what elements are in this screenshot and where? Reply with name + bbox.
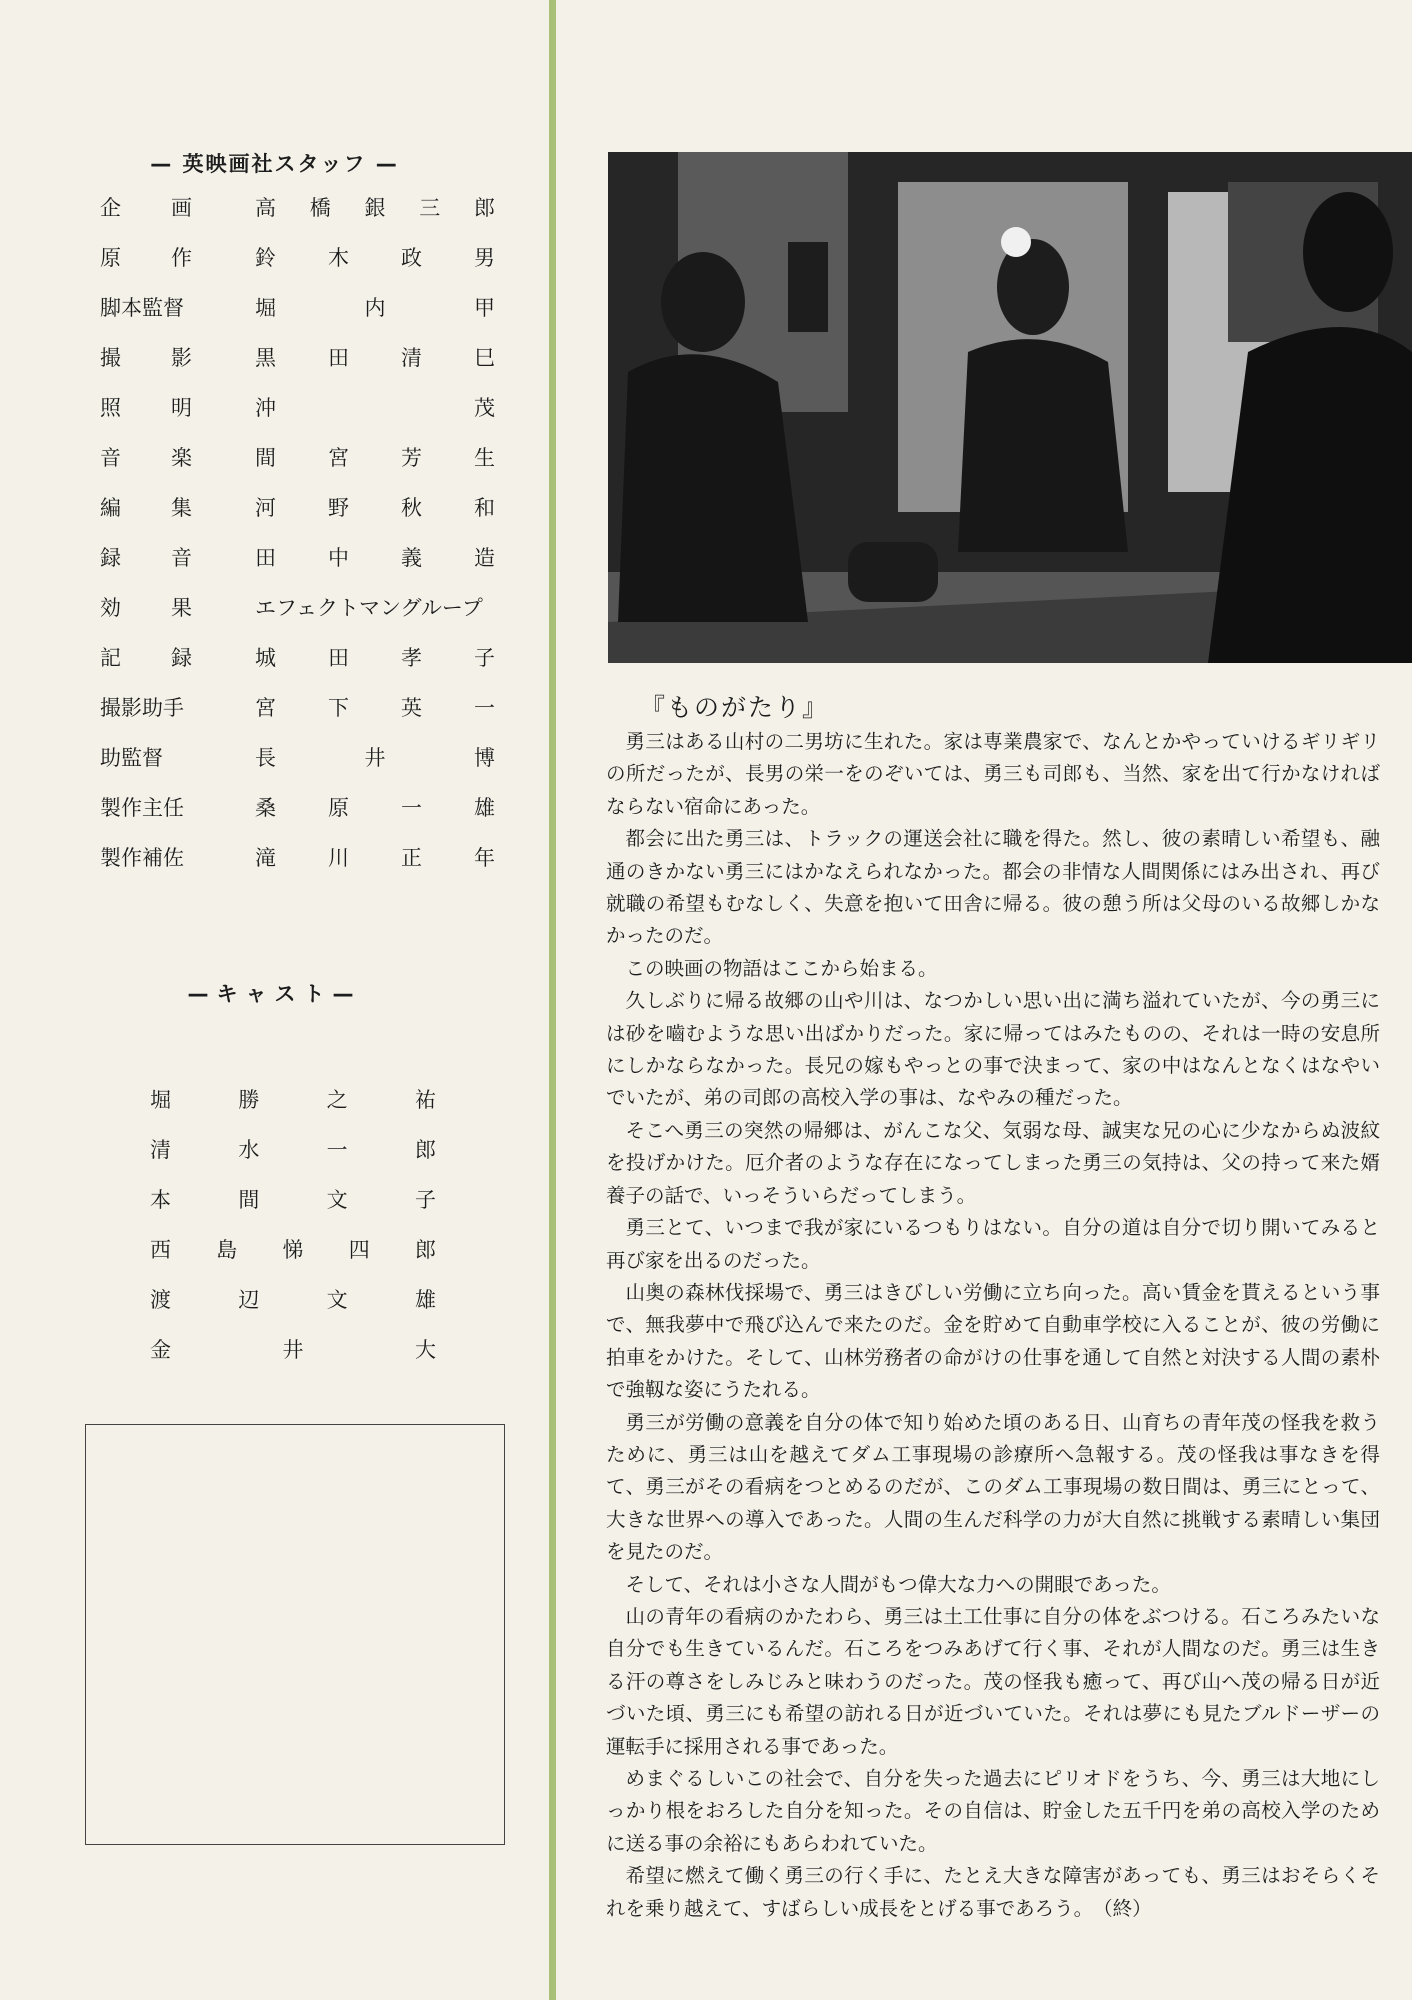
staff-row bbox=[100, 842, 495, 892]
staff-name-char: 田 bbox=[328, 646, 349, 670]
staff-role-char: 影 bbox=[171, 346, 192, 370]
staff-name-char: 郎 bbox=[474, 196, 495, 220]
staff-role bbox=[100, 442, 192, 472]
cast-list bbox=[150, 1084, 436, 1384]
staff-name-char: 孝 bbox=[401, 646, 422, 670]
staff-name-char: 造 bbox=[474, 546, 495, 570]
staff-row bbox=[100, 192, 495, 242]
staff-name-char: 原 bbox=[328, 796, 349, 820]
staff-name bbox=[255, 692, 495, 722]
staff-role-char: 作 bbox=[171, 246, 192, 270]
staff-role-char: 企 bbox=[100, 196, 121, 220]
story-paragraph: そして、それは小さな人間がもつ偉大な力への開眼であった。 bbox=[625, 1572, 1171, 1596]
cast-name-char: 清 bbox=[150, 1138, 171, 1162]
staff-row bbox=[100, 792, 495, 842]
staff-role bbox=[100, 342, 192, 372]
staff-role bbox=[100, 392, 192, 422]
staff-name-char: 銀 bbox=[364, 196, 386, 220]
staff-name-char: 義 bbox=[401, 546, 422, 570]
staff-row bbox=[100, 442, 495, 492]
film-still-photo bbox=[608, 152, 1412, 663]
staff-name-char: 鈴 bbox=[255, 246, 276, 270]
staff-name bbox=[255, 792, 495, 822]
staff-heading: — 英映画社スタッフ — bbox=[150, 152, 399, 176]
story-body bbox=[606, 726, 1380, 1925]
staff-name bbox=[255, 392, 495, 422]
cast-name-char: 之 bbox=[326, 1088, 348, 1112]
staff-role-char: 製作補佐 bbox=[100, 846, 184, 870]
cast-name-char: 堀 bbox=[150, 1088, 171, 1112]
staff-role-char: 楽 bbox=[171, 446, 192, 470]
staff-name-char: 政 bbox=[401, 246, 422, 270]
staff-name-char: 滝 bbox=[255, 846, 276, 870]
staff-name-char: 雄 bbox=[474, 796, 495, 820]
staff-role-char: 画 bbox=[171, 196, 192, 220]
staff-name bbox=[255, 492, 495, 522]
staff-name-char: 桑 bbox=[255, 796, 276, 820]
staff-name-char: 年 bbox=[474, 846, 495, 870]
staff-role-char: 録 bbox=[100, 546, 121, 570]
staff-name-char: 河 bbox=[255, 496, 276, 520]
staff-name-char: 一 bbox=[401, 796, 422, 820]
cast-row bbox=[150, 1234, 436, 1284]
story-paragraph: この映画の物語はここから始まる。 bbox=[625, 956, 938, 980]
staff-name-char: 堀 bbox=[255, 296, 276, 320]
staff-role-char: 製作主任 bbox=[100, 796, 184, 820]
cast-name-char: 文 bbox=[326, 1188, 348, 1212]
cast-name-char: 島 bbox=[216, 1238, 238, 1262]
staff-role-char: 果 bbox=[171, 596, 192, 620]
staff-name-char: 田 bbox=[328, 346, 349, 370]
cast-name-char: 大 bbox=[415, 1338, 436, 1362]
staff-role bbox=[100, 492, 192, 522]
story-paragraph: めまぐるしいこの社会で、自分を失った過去にピリオドをうち、今、勇三は大地にしっかり根をおろした自分を知った。その自信は、貯金した五千円を弟の高校入学のために送る事の余裕にもあらわれていた。 bbox=[606, 1767, 1380, 1855]
story-paragraph: 久しぶりに帰る故郷の山や川は、なつかしい思い出に満ち溢れていたが、今の勇三には砂を嚙むような思い出ばかりだった。家に帰ってはみたものの、それは一時の安息所にしかならなかった。長兄の嫁もやっとの事で決まって、家の中はなんとなくはなやいでいたが、弟の司郎の高校入学の事は、なやみの種だった。 bbox=[606, 989, 1380, 1110]
staff-role bbox=[100, 292, 192, 322]
cast-heading: —キャスト— bbox=[187, 982, 362, 1006]
staff-row bbox=[100, 692, 495, 742]
staff-name bbox=[255, 292, 495, 322]
staff-name bbox=[255, 342, 495, 372]
staff-name-char: 高 bbox=[255, 196, 276, 220]
staff-role bbox=[100, 642, 192, 672]
staff-name-char: 中 bbox=[328, 546, 349, 570]
staff-row bbox=[100, 242, 495, 292]
staff-role bbox=[100, 692, 192, 722]
film-still-illustration bbox=[608, 152, 1412, 663]
cast-name-char: 金 bbox=[150, 1338, 171, 1362]
staff-name-char: 子 bbox=[474, 646, 495, 670]
staff-name-char: 正 bbox=[401, 846, 422, 870]
staff-row bbox=[100, 592, 495, 642]
cast-row bbox=[150, 1334, 436, 1384]
story-paragraph: 希望に燃えて働く勇三の行く手に、たとえ大きな障害があっても、勇三はおそらくそれを乗り越えて、すばらしい成長をとげる事であろう。 （終） bbox=[606, 1864, 1380, 1920]
staff-name-char: 三 bbox=[419, 196, 441, 220]
cast-row bbox=[150, 1084, 436, 1134]
staff-name-char: 木 bbox=[328, 246, 349, 270]
staff-role-char: 音 bbox=[100, 446, 121, 470]
staff-name-char: 黒 bbox=[255, 346, 276, 370]
cast-name-char: 子 bbox=[414, 1188, 436, 1212]
cast-name-char: 渡 bbox=[150, 1288, 171, 1312]
story-paragraph: 都会に出た勇三は、トラックの運送会社に職を得た。然し、彼の素晴しい希望も、融通のきかない勇三にはかなえられなかった。都会の非情な人間関係にはみ出され、再び就職の希望もむなしく、失意を抱いて田舎に帰る。彼の憩う所は父母のいる故郷しかなかったのだ。 bbox=[606, 827, 1380, 948]
staff-row bbox=[100, 542, 495, 592]
staff-name-char: 一 bbox=[474, 696, 495, 720]
staff-name-char: 沖 bbox=[255, 396, 276, 420]
staff-row bbox=[100, 642, 495, 692]
cast-name-char: 悌 bbox=[282, 1238, 304, 1262]
cast-name-char: 四 bbox=[348, 1238, 370, 1262]
story-title: 『ものがたり』 bbox=[640, 693, 830, 722]
staff-name-char: 男 bbox=[474, 246, 495, 270]
cast-name-char: 一 bbox=[326, 1138, 348, 1162]
cast-name-char: 郎 bbox=[414, 1138, 436, 1162]
staff-row bbox=[100, 742, 495, 792]
staff-name bbox=[255, 192, 495, 222]
staff-name-char: 間 bbox=[255, 446, 276, 470]
cast-name-char: 井 bbox=[282, 1338, 304, 1362]
staff-name bbox=[255, 742, 495, 772]
staff-name-char: 芳 bbox=[401, 446, 422, 470]
cast-name-char: 西 bbox=[150, 1238, 171, 1262]
staff-name-char: 生 bbox=[474, 446, 495, 470]
staff-name-char: 宮 bbox=[328, 446, 349, 470]
cast-name-char: 郎 bbox=[415, 1238, 436, 1262]
staff-name-char: 内 bbox=[364, 296, 386, 320]
staff-name-char: 清 bbox=[401, 346, 422, 370]
staff-name-char: 博 bbox=[474, 746, 495, 770]
staff-role bbox=[100, 192, 192, 222]
staff-role-char: 原 bbox=[100, 246, 121, 270]
cast-row bbox=[150, 1134, 436, 1184]
staff-role-char: 録 bbox=[171, 646, 192, 670]
cast-row bbox=[150, 1284, 436, 1334]
staff-role-char: 音 bbox=[171, 546, 192, 570]
cast-name-char: 本 bbox=[150, 1188, 171, 1212]
staff-name bbox=[255, 592, 495, 622]
staff-role-char: 編 bbox=[100, 496, 121, 520]
staff-name-char: 下 bbox=[328, 696, 349, 720]
staff-name bbox=[255, 642, 495, 672]
cast-name-char: 辺 bbox=[238, 1288, 260, 1312]
staff-name bbox=[255, 842, 495, 872]
staff-name-char: 英 bbox=[401, 696, 422, 720]
story-paragraph: そこへ勇三の突然の帰郷は、がんこな父、気弱な母、誠実な兄の心に少なからぬ波紋を投げかけた。厄介者のような存在になってしまった勇三の気持は、父の持って来た婿養子の話で、いっそういらだってしまう。 bbox=[606, 1118, 1380, 1207]
staff-name-char: 川 bbox=[328, 846, 349, 870]
staff-name-char: 巳 bbox=[474, 346, 495, 370]
cast-name-char: 間 bbox=[238, 1188, 260, 1212]
staff-name-char: 茂 bbox=[474, 396, 495, 420]
staff-name-char: 田 bbox=[255, 546, 276, 570]
cast-name-char: 雄 bbox=[414, 1288, 436, 1312]
empty-stamp-box bbox=[85, 1424, 505, 1845]
staff-name-char: 秋 bbox=[401, 496, 422, 520]
staff-role bbox=[100, 242, 192, 272]
staff-role-char: 撮影助手 bbox=[100, 696, 184, 720]
staff-role bbox=[100, 542, 192, 572]
staff-name-char: 和 bbox=[474, 496, 495, 520]
staff-list bbox=[100, 192, 495, 892]
cast-row bbox=[150, 1184, 436, 1234]
story-paragraph: 勇三が労働の意義を自分の体で知り始めた頃のある日、山育ちの青年茂の怪我を救うために、勇三は山を越えてダム工事現場の診療所へ急報する。茂の怪我は事なきを得て、勇三がその看病をつとめるのだが、このダム工事現場の数日間は、勇三にとって、大きな世界への導入であった。人間の生んだ科学の力が大自然に挑戦する素晴しい集団を見たのだ。 bbox=[606, 1410, 1380, 1564]
staff-row bbox=[100, 392, 495, 442]
staff-name-char: 宮 bbox=[255, 696, 276, 720]
staff-row bbox=[100, 492, 495, 542]
column-divider bbox=[549, 0, 556, 2000]
staff-name bbox=[255, 242, 495, 272]
staff-row bbox=[100, 292, 495, 342]
staff-role-char: 脚本監督 bbox=[100, 296, 184, 320]
story-paragraph: 山の青年の看病のかたわら、勇三は土工仕事に自分の体をぶつける。石ころみたいな自分でも生きているんだ。石ころをつみあげて行く事、それが人間なのだ。勇三は生きる汗の尊さをしみじみと味わうのだった。茂の怪我も癒って、再び山へ茂の帰る日が近づいた頃、勇三にも希望の訪れる日が近づいていた。それは夢にも見たブルドーザーの運転手に採用される事であった。 bbox=[606, 1604, 1380, 1758]
staff-role-char: 明 bbox=[171, 396, 192, 420]
staff-name bbox=[255, 442, 495, 472]
staff-name-char: 井 bbox=[364, 746, 386, 770]
cast-name-char: 水 bbox=[238, 1138, 260, 1162]
cast-name-char: 祐 bbox=[414, 1088, 436, 1112]
staff-name-char: 甲 bbox=[474, 296, 495, 320]
staff-role bbox=[100, 742, 192, 772]
cast-name-char: 勝 bbox=[238, 1088, 260, 1112]
staff-row bbox=[100, 342, 495, 392]
staff-role-char: 助監督 bbox=[100, 746, 163, 770]
staff-role-char: 効 bbox=[100, 596, 121, 620]
staff-name-char: 野 bbox=[328, 496, 349, 520]
staff-name-char: エフェクトマングループ bbox=[255, 596, 483, 620]
staff-role bbox=[100, 792, 192, 822]
staff-role-char: 集 bbox=[171, 496, 192, 520]
cast-name-char: 文 bbox=[326, 1288, 348, 1312]
story-paragraph: 山奥の森林伐採場で、勇三はきびしい労働に立ち向った。高い賃金を貰えるという事で、無我夢中で飛び込んで来たのだ。金を貯めて自動車学校に入ることが、彼の労働に拍車をかけた。そして、山林労務者の命がけの仕事を通して自然と対決する人間の素朴で強靱な姿にうたれる。 bbox=[606, 1280, 1380, 1402]
staff-role bbox=[100, 842, 192, 872]
staff-name-char: 長 bbox=[255, 746, 276, 770]
staff-role bbox=[100, 592, 192, 622]
staff-role-char: 照 bbox=[100, 396, 121, 420]
staff-role-char: 撮 bbox=[100, 346, 121, 370]
staff-name-char: 城 bbox=[255, 646, 276, 670]
story-paragraph: 勇三とて、いつまで我が家にいるつもりはない。自分の道は自分で切り開いてみると再び家を出るのだった。 bbox=[606, 1216, 1380, 1272]
story-paragraph: 勇三はある山村の二男坊に生れた。家は専業農家で、なんとかやっていけるギリギリの所だったが、長男の栄一をのぞいては、勇三も司郎も、当然、家を出て行かなければならない宿命にあった。 bbox=[606, 730, 1380, 818]
staff-role-char: 記 bbox=[100, 646, 121, 670]
staff-name bbox=[255, 542, 495, 572]
staff-name-char: 橋 bbox=[309, 196, 331, 220]
